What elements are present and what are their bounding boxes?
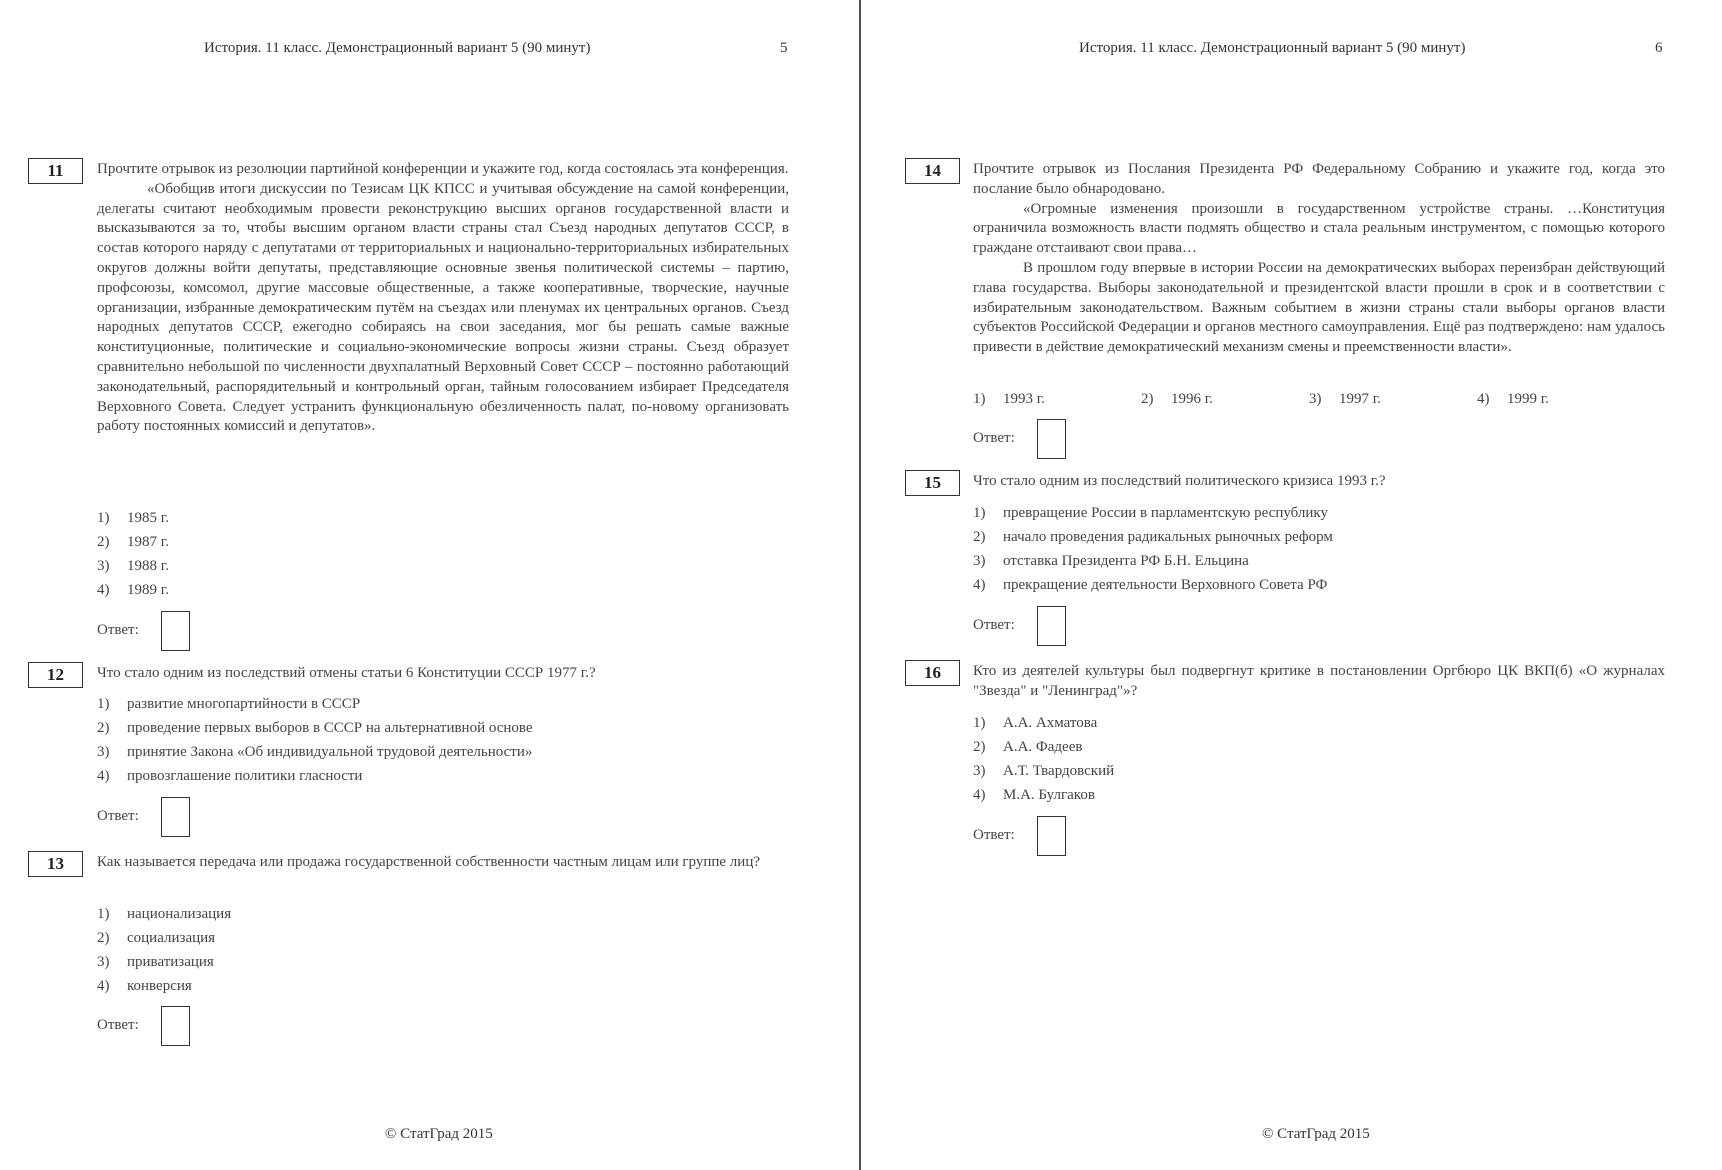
question-12-option-3[interactable]: 3) принятие Закона «Об индивидуальной трудовой деятельности»: [97, 744, 533, 760]
question-14-option-3[interactable]: 3) 1997 г.: [1309, 391, 1381, 407]
question-number-13: 13: [28, 851, 83, 877]
page-number: 6: [1655, 40, 1663, 56]
question-11-prompt: Прочтите отрывок из резолюции партийной конференции и укажите год, когда состоялась эта конференция.: [97, 161, 789, 177]
answer-box[interactable]: [161, 797, 190, 837]
question-15-option-4[interactable]: 4) прекращение деятельности Верховного Совета РФ: [973, 577, 1328, 593]
page-header: История. 11 класс. Демонстрационный вариант 5 (90 минут): [1079, 40, 1466, 56]
question-12-option-1[interactable]: 1) развитие многопартийности в СССР: [97, 696, 361, 712]
question-14-option-1[interactable]: 1) 1993 г.: [973, 391, 1045, 407]
page-divider: [859, 0, 861, 1170]
question-11-quote: «Обобщив итоги дискуссии по Тезисам ЦК КПСС и учитывая обсуждение на самой конференции, делегаты считают необходимым провести реконструкцию высших органов государственной власти и высказываются за то, чтобы высшим органом власти страны стал Съезд народных депутатов СССР, в состав которого наряду с депутатами от территориальных и национально-территориальных избирательных округов должны войти депутаты, представляющие основные звенья политической системы – партию, профсоюзы, комсомол, другие массовые общественные, а также кооперативные, творческие, научные организации, избранные демократическим путём на съездах или пленумах их центральных органов. Съезд народных депутатов СССР, ежегодно собираясь на свои заседания, мог бы решать самые важные конституционные, политические и социально-экономические вопросы жизни страны. Съезд образует сравнительно небольшой по численности двухпалатный Верховный Совет СССР – постоянно работающий законодательный, распорядительный и контрольный орган, тайным голосованием избирает Председателя Верховного Совета. Следует устранить функциональную обезличенность палат, по-новому организовать работу постоянных комиссий и депутатов».: [97, 180, 789, 435]
question-16-prompt: Кто из деятелей культуры был подвергнут критике в постановлении Оргбюро ЦК ВКП(б) «О журналах "Звезда" и "Ленинград"»?: [973, 663, 1665, 699]
question-11-option-1[interactable]: 1) 1985 г.: [97, 510, 169, 526]
page-header: История. 11 класс. Демонстрационный вариант 5 (90 минут): [204, 40, 591, 56]
question-16-option-2[interactable]: 2) А.А. Фадеев: [973, 739, 1083, 755]
answer-label: Ответ:: [973, 827, 1015, 843]
answer-label: Ответ:: [973, 430, 1015, 446]
question-number-12: 12: [28, 662, 83, 688]
answer-label: Ответ:: [97, 1017, 139, 1033]
page-left: [0, 0, 860, 1170]
answer-box[interactable]: [161, 611, 190, 651]
question-12-option-4[interactable]: 4) провозглашение политики гласности: [97, 768, 363, 784]
question-14-text: [973, 160, 1665, 358]
question-13-option-1[interactable]: 1) национализация: [97, 906, 232, 922]
question-13-option-4[interactable]: 4) конверсия: [97, 978, 192, 994]
question-14-option-4[interactable]: 4) 1999 г.: [1477, 391, 1549, 407]
page-number: 5: [780, 40, 788, 56]
question-number-11: 11: [28, 158, 83, 184]
question-number-14: 14: [905, 158, 960, 184]
question-16-option-3[interactable]: 3) А.Т. Твардовский: [973, 763, 1115, 779]
question-12-option-2[interactable]: 2) проведение первых выборов в СССР на альтернативной основе: [97, 720, 533, 736]
answer-label: Ответ:: [97, 808, 139, 824]
question-11-text: [97, 160, 789, 437]
question-15-option-1[interactable]: 1) превращение России в парламентскую республику: [973, 505, 1328, 521]
question-14-quote-1: «Огромные изменения произошли в государственном устройстве страны. …Конституция ограничила возможность власти подмять общество и стала реальным инструментом, с помощью которого граждане отстаивают свои права…: [973, 200, 1665, 257]
answer-box[interactable]: [1037, 606, 1066, 646]
page-right: [862, 0, 1722, 1170]
question-13-prompt: Как называется передача или продажа государственной собственности частным лицам или группе лиц?: [97, 854, 761, 870]
question-11-option-4[interactable]: 4) 1989 г.: [97, 582, 169, 598]
page-footer: © СтатГрад 2015: [385, 1126, 493, 1142]
question-15-option-3[interactable]: 3) отставка Президента РФ Б.Н. Ельцина: [973, 553, 1249, 569]
question-number-15: 15: [905, 470, 960, 496]
question-14-option-2[interactable]: 2) 1996 г.: [1141, 391, 1213, 407]
question-13-option-2[interactable]: 2) социализация: [97, 930, 216, 946]
question-12-prompt: Что стало одним из последствий отмены статьи 6 Конституции СССР 1977 г.?: [97, 665, 596, 681]
question-13-option-3[interactable]: 3) приватизация: [97, 954, 214, 970]
question-16-option-1[interactable]: 1) А.А. Ахматова: [973, 715, 1098, 731]
question-16-option-4[interactable]: 4) М.А. Булгаков: [973, 787, 1095, 803]
question-11-option-3[interactable]: 3) 1988 г.: [97, 558, 169, 574]
question-14-quote-2: В прошлом году впервые в истории России на демократических выборах переизбран действующий глава государства. Выборы законодательной и президентской власти прошли в срок и в соответствии с избирательным законодательством. Важным событием в жизни страны стали выборы органов власти субъектов Российской Федерации и органов местного самоуправления. Ещё раз подтверждено: нам удалось привести в действие демократический механизм смены и преемственности власти».: [973, 259, 1665, 356]
question-14-prompt: Прочтите отрывок из Послания Президента РФ Федеральному Собранию и укажите год, когда это послание было обнародовано.: [973, 161, 1665, 197]
answer-box[interactable]: [161, 1006, 190, 1046]
question-15-prompt: Что стало одним из последствий политического кризиса 1993 г.?: [973, 473, 1386, 489]
question-15-option-2[interactable]: 2) начало проведения радикальных рыночных реформ: [973, 529, 1333, 545]
question-number-16: 16: [905, 660, 960, 686]
answer-box[interactable]: [1037, 419, 1066, 459]
answer-box[interactable]: [1037, 816, 1066, 856]
page-footer: © СтатГрад 2015: [1262, 1126, 1370, 1142]
question-11-option-2[interactable]: 2) 1987 г.: [97, 534, 169, 550]
answer-label: Ответ:: [97, 622, 139, 638]
answer-label: Ответ:: [973, 617, 1015, 633]
